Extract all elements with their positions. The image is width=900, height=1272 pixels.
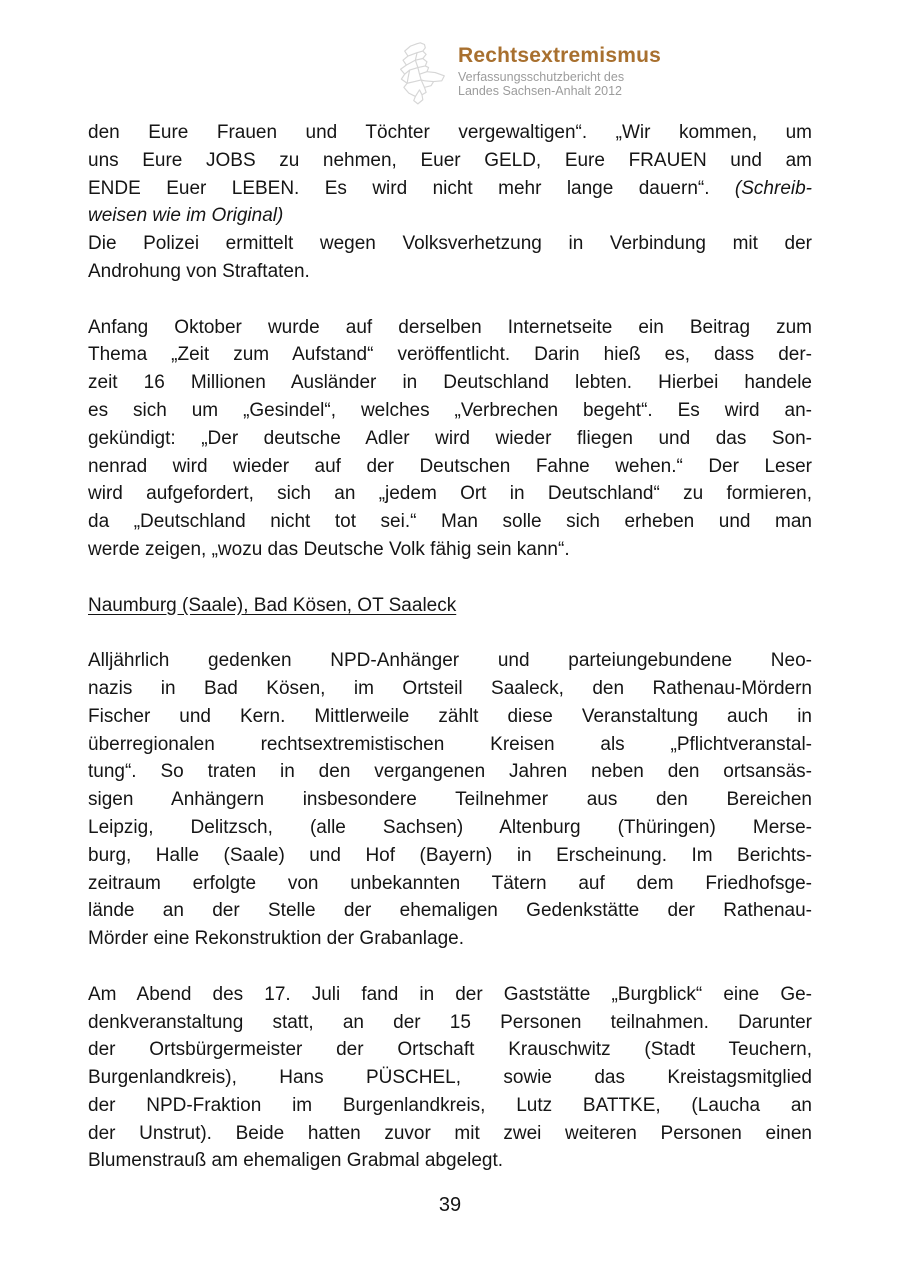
- paragraph: [88, 119, 812, 286]
- text-segment: lände an der Stelle der ehemaligen Gedenkstätte der Rathenau-: [88, 900, 812, 922]
- paragraph: [88, 314, 812, 564]
- text-segment: der NPD-Fraktion im Burgenlandkreis, Lutz BATTKE, (Laucha an: [88, 1094, 812, 1116]
- text-line: [88, 981, 812, 1009]
- text-line: [88, 758, 812, 786]
- italic-text-segment: (Schreib-: [734, 177, 812, 199]
- text-segment: Burgenlandkreis), Hans PÜSCHEL, sowie das Kreistagsmitglied: [88, 1067, 812, 1089]
- text-segment: denkveranstaltung statt, an der 15 Personen teilnahmen. Darunter: [88, 1011, 812, 1033]
- text-line: [88, 786, 812, 814]
- text-segment: Androhung von Straftaten.: [88, 260, 310, 282]
- text-line: [88, 1120, 812, 1148]
- text-line: [88, 870, 812, 898]
- text-segment: ENDE Euer LEBEN. Es wird nicht mehr lange dauern“.: [88, 177, 735, 199]
- report-subtitle-line1: Verfassungsschutzbericht des: [458, 70, 625, 84]
- text-line: [88, 480, 812, 508]
- text-segment: der Ortsbürgermeister der Ortschaft Krauschwitz (Stadt Teuchern,: [88, 1039, 812, 1061]
- text-line: [88, 647, 812, 675]
- text-segment: uns Eure JOBS zu nehmen, Euer GELD, Eure FRAUEN und am: [88, 149, 812, 171]
- text-line: [88, 397, 812, 425]
- section-heading: Naumburg (Saale), Bad Kösen, OT Saaleck: [88, 594, 457, 616]
- text-segment: gekündigt: „Der deutsche Adler wird wieder fliegen und das Son-: [88, 427, 812, 449]
- text-line: [88, 925, 812, 953]
- sachsen-anhalt-map-icon: [396, 42, 448, 108]
- text-segment: zeit 16 Millionen Ausländer in Deutschland lebten. Hierbei handele: [88, 372, 812, 394]
- text-line: [88, 675, 812, 703]
- page-footer: [0, 1194, 900, 1217]
- text-segment: nenrad wird wieder auf der Deutschen Fahne wehen.“ Der Leser: [88, 455, 812, 477]
- text-line: [88, 147, 812, 175]
- paragraph: [88, 981, 812, 1176]
- text-line: [88, 341, 812, 369]
- text-line: [88, 1092, 812, 1120]
- text-segment: Am Abend des 17. Juli fand in der Gaststätte „Burgblick“ eine Ge-: [88, 983, 812, 1005]
- text-segment: Blumenstrauß am ehemaligen Grabmal abgelegt.: [88, 1150, 504, 1172]
- italic-text-segment: weisen wie im Original): [88, 205, 284, 227]
- text-segment: Thema „Zeit zum Aufstand“ veröffentlicht. Darin hieß es, dass der-: [88, 344, 812, 366]
- text-segment: burg, Halle (Saale) und Hof (Bayern) in Erscheinung. Im Berichts-: [88, 844, 812, 866]
- text-line: [88, 1064, 812, 1092]
- text-segment: Anfang Oktober wurde auf derselben Internetseite ein Beitrag zum: [88, 316, 812, 338]
- text-line: [88, 175, 812, 203]
- text-line: [88, 814, 812, 842]
- text-line: [88, 1009, 812, 1037]
- text-segment: wird aufgefordert, sich an „jedem Ort in Deutschland“ zu formieren,: [88, 483, 812, 505]
- text-segment: nazis in Bad Kösen, im Ortsteil Saaleck, den Rathenau-Mördern: [88, 677, 812, 699]
- text-segment: der Unstrut). Beide hatten zuvor mit zwei weiteren Personen einen: [88, 1122, 812, 1144]
- text-line: [88, 258, 812, 286]
- page-number: 39: [438, 1194, 462, 1216]
- text-segment: Leipzig, Delitzsch, (alle Sachsen) Altenburg (Thüringen) Merse-: [88, 816, 812, 838]
- text-line: [88, 508, 812, 536]
- document-body: [88, 119, 812, 1203]
- text-line: [88, 536, 812, 564]
- report-subtitle-line2: Landes Sachsen-Anhalt 2012: [458, 83, 623, 98]
- text-line: [88, 202, 812, 230]
- text-segment: Fischer und Kern. Mittlerweile zählt diese Veranstaltung auch in: [88, 705, 812, 727]
- text-line: [88, 453, 812, 481]
- text-line: [88, 1036, 812, 1064]
- page-header: [396, 42, 661, 108]
- text-line: [88, 425, 812, 453]
- text-segment: Mörder eine Rekonstruktion der Grabanlage.: [88, 928, 464, 950]
- text-line: [88, 731, 812, 759]
- text-line: [88, 230, 812, 258]
- text-segment: da „Deutschland nicht tot sei.“ Man solle sich erheben und man: [88, 511, 812, 533]
- text-segment: den Eure Frauen und Töchter vergewaltigen“. „Wir kommen, um: [88, 122, 812, 143]
- text-segment: Alljährlich gedenken NPD-Anhänger und parteiungebundene Neo-: [88, 650, 812, 672]
- text-segment: überregionalen rechtsextremistischen Kreisen als „Pflichtveranstal-: [88, 733, 812, 755]
- text-segment: werde zeigen, „wozu das Deutsche Volk fähig sein kann“.: [88, 538, 570, 560]
- text-line: [88, 703, 812, 731]
- report-section-title: Rechtsextremismus: [458, 44, 661, 67]
- text-line: [88, 119, 812, 147]
- text-segment: tung“. So traten in den vergangenen Jahren neben den ortsansäs-: [88, 761, 812, 783]
- text-line: [88, 897, 812, 925]
- text-segment: es sich um „Gesindel“, welches „Verbrechen begeht“. Es wird an-: [88, 399, 812, 421]
- text-segment: sigen Anhängern insbesondere Teilnehmer aus den Bereichen: [88, 789, 812, 811]
- text-segment: zeitraum erfolgte von unbekannten Tätern auf dem Friedhofsge-: [88, 872, 812, 894]
- header-text: [458, 42, 661, 98]
- text-segment: Die Polizei ermittelt wegen Volksverhetzung in Verbindung mit der: [88, 233, 812, 255]
- text-line: [88, 369, 812, 397]
- text-line: [88, 314, 812, 342]
- text-line: [88, 842, 812, 870]
- paragraph: [88, 647, 812, 953]
- text-line: [88, 1147, 812, 1175]
